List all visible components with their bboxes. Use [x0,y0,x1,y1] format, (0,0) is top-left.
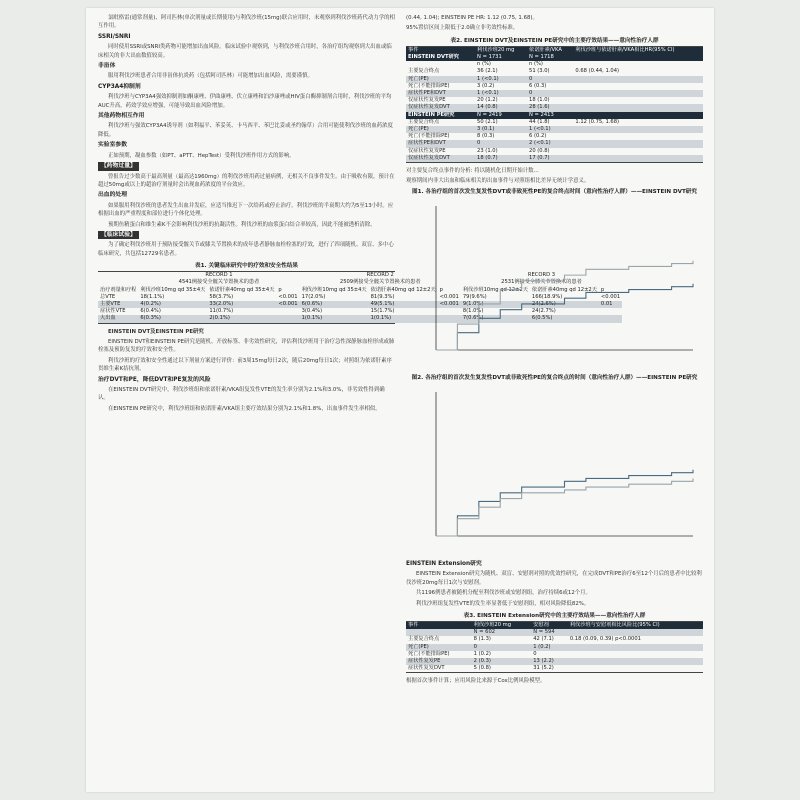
table-cell: 仅症状性复发DVT [406,155,475,162]
section-heading: SSRI/SNRI [98,33,131,40]
figure-2 [406,384,703,556]
table-cell: p [439,286,443,293]
table-cell: 49(5.1%) [369,301,438,308]
paragraph: 如果服用利伐沙班的患者发生出血并发症，应适当推迟下一次给药或停止治疗。利伐沙班的半衰期大约为5至13小时。应根据出血的严重程度和部位进行个体化处理。 [98,202,394,218]
table-cell: 18 (0.7) [475,155,527,162]
table-cell [573,133,703,140]
table-cell: 0 [527,90,573,97]
table-cell: 24(2.7%) [531,308,556,315]
table-caption: 表2. EINSTEIN DVT及EINSTEIN PE研究中的主要疗效结果——意向性治疗人群 [450,37,659,44]
right-column [406,14,703,786]
table-row [406,636,703,643]
table-cell: 依诺肝素40mg qd 35±4天 [209,286,275,293]
figure-title: 图2. 各治疗组的首次发生复发性DVT或非致死性PE的复合终点的时间（意向性治疗人群）——EINSTEIN PE研究 [411,374,698,381]
km-chart-2 [406,384,703,556]
table-cell: 2(0.1%) [207,315,276,322]
series-line-1 [436,284,693,350]
table3 [406,621,703,673]
table-cell [573,140,703,147]
table-cell: 11(0.7%) [209,308,234,315]
table-cell: 安慰剂 [531,622,568,629]
table-cell: 0 [533,650,537,657]
table-row [406,83,703,90]
table-subheader: 4541例接受全髋关节置换术的患者 [178,279,260,286]
table-group-header: RECORD 1 [205,272,233,279]
paragraph: 服用利伐沙班患者合用非甾体抗炎药（包括阿司匹林）可能增加出血风险，需要谨慎。 [108,73,313,80]
table-cell: 利伐沙班10mg qd 35±4天 [301,286,367,293]
table2 [406,46,703,163]
table-cell: <0.001 [278,293,298,300]
table-cell: N = 594 [531,629,568,636]
table-cell: 1(0.1%) [300,315,369,322]
table-cell: 17(2.0%) [301,293,326,300]
section-heading: 非甾体 [98,63,116,70]
table-cell: 42 (7.1) [533,636,554,643]
table-row [406,665,703,672]
table-note: 观察期间内非大出血和临床相关的出血事件与对照组相比差异无统计学意义。 [406,178,590,185]
table-group-header: RECORD 2 [366,272,394,279]
paragraph: 利伐沙班的疗效和安全性通过以下剂量方案进行评价：前3周15mg每日2次，随后20mg每日1次；对照组为依诺肝素序贯维生素K拮抗剂。 [98,357,392,373]
table-cell: 3 (0.2) [477,82,495,89]
table-row [406,658,703,665]
table-cell: <0.001 [439,293,459,300]
document-page [86,8,714,792]
table-cell: 3(0.4%) [301,308,323,315]
table-cell: 0 [472,644,532,651]
paragraph: 利伐沙班组复发性VTE的发生率显著低于安慰剂组，相对风险降低82%。 [416,600,590,607]
section-heading: CYP3A4抑制剂 [98,83,141,90]
table-body [406,119,703,162]
table-cell [568,658,703,665]
table-cell: 58(3.7%) [209,293,234,300]
table-cell: 0.01 [599,301,622,308]
table-cell: 17 (0.7) [527,155,573,162]
section-heading: EINSTEIN Extension研究 [406,560,482,567]
table-cell: 2 (<0.1) [527,140,573,147]
paragraph: 正如预期，凝血参数（如PT、aPTT、HepTest）受利伐沙班作用方式的影响。 [108,152,295,159]
table-cell: 6(0.4%) [140,308,161,315]
table-row [406,140,703,147]
table-cell: 31 (5.2) [533,665,554,672]
table-cell: 13 (2.2) [531,658,568,665]
table-cell: 7(0.6%) [461,315,530,322]
table-cell: p [278,286,282,293]
table-cell: <0.001 [439,300,459,307]
table-cell: 主要复合终点 [408,118,440,125]
section-heading: 实验室参数 [98,142,127,149]
table-cell: p [600,286,605,293]
table-cell: n (%) [529,61,543,68]
table-cell: N = 2419 [475,112,527,119]
table-cell [573,76,703,83]
table-cell: 症状性VTE [100,308,126,315]
paragraph: EINSTEIN DVT及EINSTEIN PE研究 [108,328,204,335]
table-cell [276,308,299,315]
table-body [406,68,703,111]
table-cell: 8 (1.3) [473,636,491,643]
table-cell: 死亡(不能排除PE) [408,133,450,140]
table-cell: 利伐沙班20 mg [472,622,532,629]
table-row [406,148,703,155]
table-cell: N = 602 [472,629,532,636]
table-header-row [406,47,703,54]
table-cell: 死亡(不能排除PE) [408,650,450,657]
paragraph: (0.44, 1.04); EINSTEIN PE HR: 1.12 (0.75, 1.68)。 [406,15,538,21]
paragraph: 为了确定利伐沙班用于预防接受髋关节或膝关节置换术的成年患者静脉血栓栓塞的疗效，进行了四项随机、双盲、多中心临床研究，共包括12729名患者。 [98,242,394,257]
table-body [406,636,703,672]
table-cell: 23 (1.0) [477,147,498,154]
paragraph: EINSTEIN DVT和EINSTEIN PE研究是随机、开放标签、非劣效性研究，评估利伐沙班用于治疗急性深静脉血栓形成或肺栓塞及预防复发的疗效和安全性。 [98,338,395,354]
table-cell: 症状性复发DVT [408,665,445,672]
table-cell: 依诺肝素40mg qd 12±2天 [531,286,597,293]
table-cell [573,104,703,111]
paragraph: 氯吡格雷(通常剂量)、阿司匹林(单次剂量或长期使用)与利伐沙班(15mg)联合应用时，未观察到利伐沙班药代动力学的相互作用。 [98,15,395,30]
table-cell: 20 (1.2) [477,97,498,104]
figure-title: 图1. 各治疗组的首次发生复发性DVT或非致死性PE的复合终点时间（意向性治疗人群）——EINSTEIN DVT研究 [412,188,697,195]
table-cell: 仅症状性复发DVT [406,104,475,111]
table-cell: 15(1.7%) [370,308,395,315]
paragraph: EINSTEIN Extension研究为随机、双盲、安慰剂对照的优效性研究，在完成DVT和PE治疗6至12个月后的患者中比较利伐沙班20mg每日1次与安慰剂。 [406,571,702,586]
table-cell: 事件 [406,622,472,629]
table-cell: 6 (0.2) [529,133,547,140]
table-cell: 0.18 (0.09, 0.39) p<0.0001 [569,636,641,643]
table-cell: 79(9.6%) [462,293,487,300]
table-cell: <0.001 [278,300,298,307]
table-cell [98,279,138,286]
table-cell: 1 (0.2) [473,650,491,657]
section-heading: 出血的处理 [98,192,127,199]
section-heading-bar: 【临床试验】 [98,231,139,239]
table-cell: 死亡(PE) [406,76,475,83]
table-cell: 主要复合终点 [408,68,440,75]
table-cell: N = 1718 [527,54,573,61]
km-chart-1 [406,198,703,370]
paragraph: 同时使用SSRI或SNRI类药物可能增加出血风险。临床试验中观察到，与利伐沙班合用时，各治疗组均观察到大出血或临床相关的非大出血数值较高。 [98,44,392,59]
table-cell: 6(0.3%) [138,315,207,322]
table-row [406,68,703,75]
table-row [406,97,703,104]
table-cell: 4(0.2%) [138,301,207,308]
table-cell: 6(0.5%) [530,315,599,322]
table-cell: 5 (0.8) [473,665,491,672]
table-cell: 症状性复发PE [406,658,472,665]
table-cell: 依诺肝素40mg qd 12±2天 [370,286,436,293]
table-cell: 主要复合终点 [408,636,440,643]
table-row [406,644,703,651]
table-cell: 1(0.1%) [369,315,438,322]
table-cell [573,148,703,155]
table-cell: 死亡(PE) [406,644,472,651]
section-heading [98,162,395,170]
table-row [406,133,703,140]
table-cell [573,90,703,97]
paragraph: 利伐沙班与CYP3A4强效抑制剂如酮康唑、伊曲康唑、伏立康唑和泊沙康唑或HIV蛋白酶抑制剂合用时，利伐沙班的平均AUC升高，药效学效应增强，可能导致出血风险增加。 [98,94,392,109]
section-heading-bar: 【药物过量】 [98,162,139,170]
table-cell: 事件 [406,47,475,54]
table-cell: 2 (0.3) [472,658,532,665]
table-cell: 1.12 (0.75, 1.68) [575,118,620,125]
table-cell [98,272,138,279]
table-cell [573,112,703,119]
table-cell: 1 (<0.1) [475,76,527,83]
table-cell: 36 (2.1) [477,68,498,75]
table-subheader: 2531例接受全膝关节置换术的患者 [501,279,582,286]
table-row [406,119,703,126]
table-section-label: EINSTEIN DVT研究 [406,54,475,61]
table-cell: 利伐沙班10mg qd 12±2天 [462,286,528,293]
table-group-header: RECORD 3 [527,272,556,279]
table-cell [276,315,299,322]
table-cell: 50 (2.1) [477,118,498,125]
table-cell: 利伐沙班20 mg [475,47,527,54]
table-cell: 9(1.0%) [461,301,530,308]
table-cell: 1 (<0.1) [527,126,573,133]
table-cell: 81(9.3%) [370,293,395,300]
paragraph: 在EINSTEIN DVT研究中，利伐沙班组和依诺肝素/VKA组复发性VTE的发生率分别为2.1%和3.0%，非劣效性得到确认。 [98,387,385,402]
table-subheader: 2509例接受全髋关节置换术的患者 [339,279,421,286]
paragraph: 预期鱼精蛋白和维生素K不会影响利伐沙班的抗凝活性。利伐沙班的血浆蛋白结合率较高，因此不能被透析清除。 [108,221,376,228]
table-cell: 33(2.0%) [207,301,276,308]
table-cell: 8 (0.3) [477,133,495,140]
table-cell: 6 (0.3) [529,82,547,89]
table-cell [568,651,703,658]
table-cell: 利伐沙班与依诺肝素/VKA相比HR(95% CI) [573,47,703,54]
table-row [406,126,703,133]
table-cell: 仅症状性复发PE [408,97,446,104]
table-row [406,155,703,162]
paragraph: 在EINSTEIN PE研究中，利伐沙班组和依诺肝素/VKA组主要疗效结果分别为2.1%和1.8%，出血事件发生率相似。 [108,405,381,412]
table-cell: n (%) [477,61,491,68]
table-cell [573,83,703,90]
table-cell: 28 (1.6) [527,104,573,111]
table-cell: 24(2.6%) [530,301,599,308]
table-cell [573,54,703,61]
table-caption: 表1. 关键临床研究中的疗效和安全性结果 [194,263,299,270]
table-cell [573,126,703,133]
table-cell: 利伐沙班与安慰剂相比风险比(95% CI) [568,622,703,629]
table-cell: 1 (0.2) [531,644,568,651]
table-cell: 8(1.0%) [462,308,484,315]
section-heading: 其他药物相互作用 [98,113,145,120]
table-section-label: EINSTEIN PE研究 [406,112,475,119]
table-cell [568,644,703,651]
table-cell [573,155,703,162]
table-cell: 死亡(PE) [406,126,475,133]
figure-1 [406,198,703,370]
table-cell: N = 1731 [475,54,527,61]
table-caption: 表3. EINSTEIN Extension研究中的主要疗效结果——意向性治疗人群 [463,612,646,619]
table-row [406,90,703,97]
table-cell [573,61,703,68]
table-cell: N = 2413 [527,112,573,119]
table-row [406,76,703,83]
table-cell [573,97,703,104]
paragraph: 利伐沙班与强效CYP3A4诱导剂（如利福平、苯妥英、卡马西平、苯巴比妥或圣约翰草）合用可能使利伐沙班的血药浓度降低。 [98,123,393,138]
table-cell: 仅症状性复发PE [408,147,446,154]
section-subheading: 治疗DVT和PE，降低DVT和PE复发的风险 [98,376,211,383]
table-cell: 主要VTE [98,301,138,308]
table-cell: 0.68 (0.44, 1.04) [575,68,620,75]
paragraph: 95%置信区间上限低于2.0确立非劣效性标准。 [406,25,519,32]
table-note: 根据首次事件计算；应用风险比来源于Cox比例风险模型。 [406,678,546,685]
table-cell: 死亡(不能排除PE) [408,82,450,89]
table-cell: 166(18.9%) [531,293,563,300]
table-cell: 0 [527,76,573,83]
table-cell: 20 (0.8) [529,147,550,154]
paragraph: 共1196例患者被随机分配至利伐沙班或安慰剂组，治疗持续6或12个月。 [416,590,591,597]
table-cell: 44 (1.8) [529,118,550,125]
table-cell: <0.001 [600,293,621,300]
table-cell: 大出血 [98,315,138,322]
table-cell: 6(0.6%) [300,301,369,308]
table-cell [568,629,703,636]
paragraph: 曾报告过少数高于最高剂量（最高达1960mg）的利伐沙班用药过量病例，无相关不良事件发生。由于吸收有限，预计在超过50mg或以上的超治疗剂量时会出现血药浓度的平台效应。 [98,173,395,188]
section-heading [98,231,395,239]
table1 [98,271,621,323]
table-cell: 14 (0.8) [475,104,527,111]
table-cell: 依诺肝素/VKA [527,47,573,54]
table-cell: 1 (<0.1) [475,90,527,97]
table-cell: 治疗剂量和疗程 [100,286,137,293]
table-row [406,104,703,111]
table-cell: 0 [475,140,527,147]
table-cell: 18 (1.0) [529,97,550,104]
series-line-2 [436,261,693,350]
table-cell: 3 (0.1) [475,126,527,133]
table-cell: 18(1.1%) [140,293,165,300]
table-cell: 症状性PE和DVT [406,140,475,147]
table-row [406,629,703,636]
table-cell: 利伐沙班10mg qd 35±4天 [140,286,206,293]
series-line-1 [436,470,693,536]
table-cell: 总VTE [100,293,116,300]
table-cell [568,665,703,672]
table-header-row [406,622,703,629]
table-note: 对主要复合终点事件的分析: 将以随机化日期开始计数... [406,168,539,175]
table-row [406,651,703,658]
table-cell: 症状性PE和DVT [406,90,475,97]
table-cell: 51 (3.0) [529,68,550,75]
